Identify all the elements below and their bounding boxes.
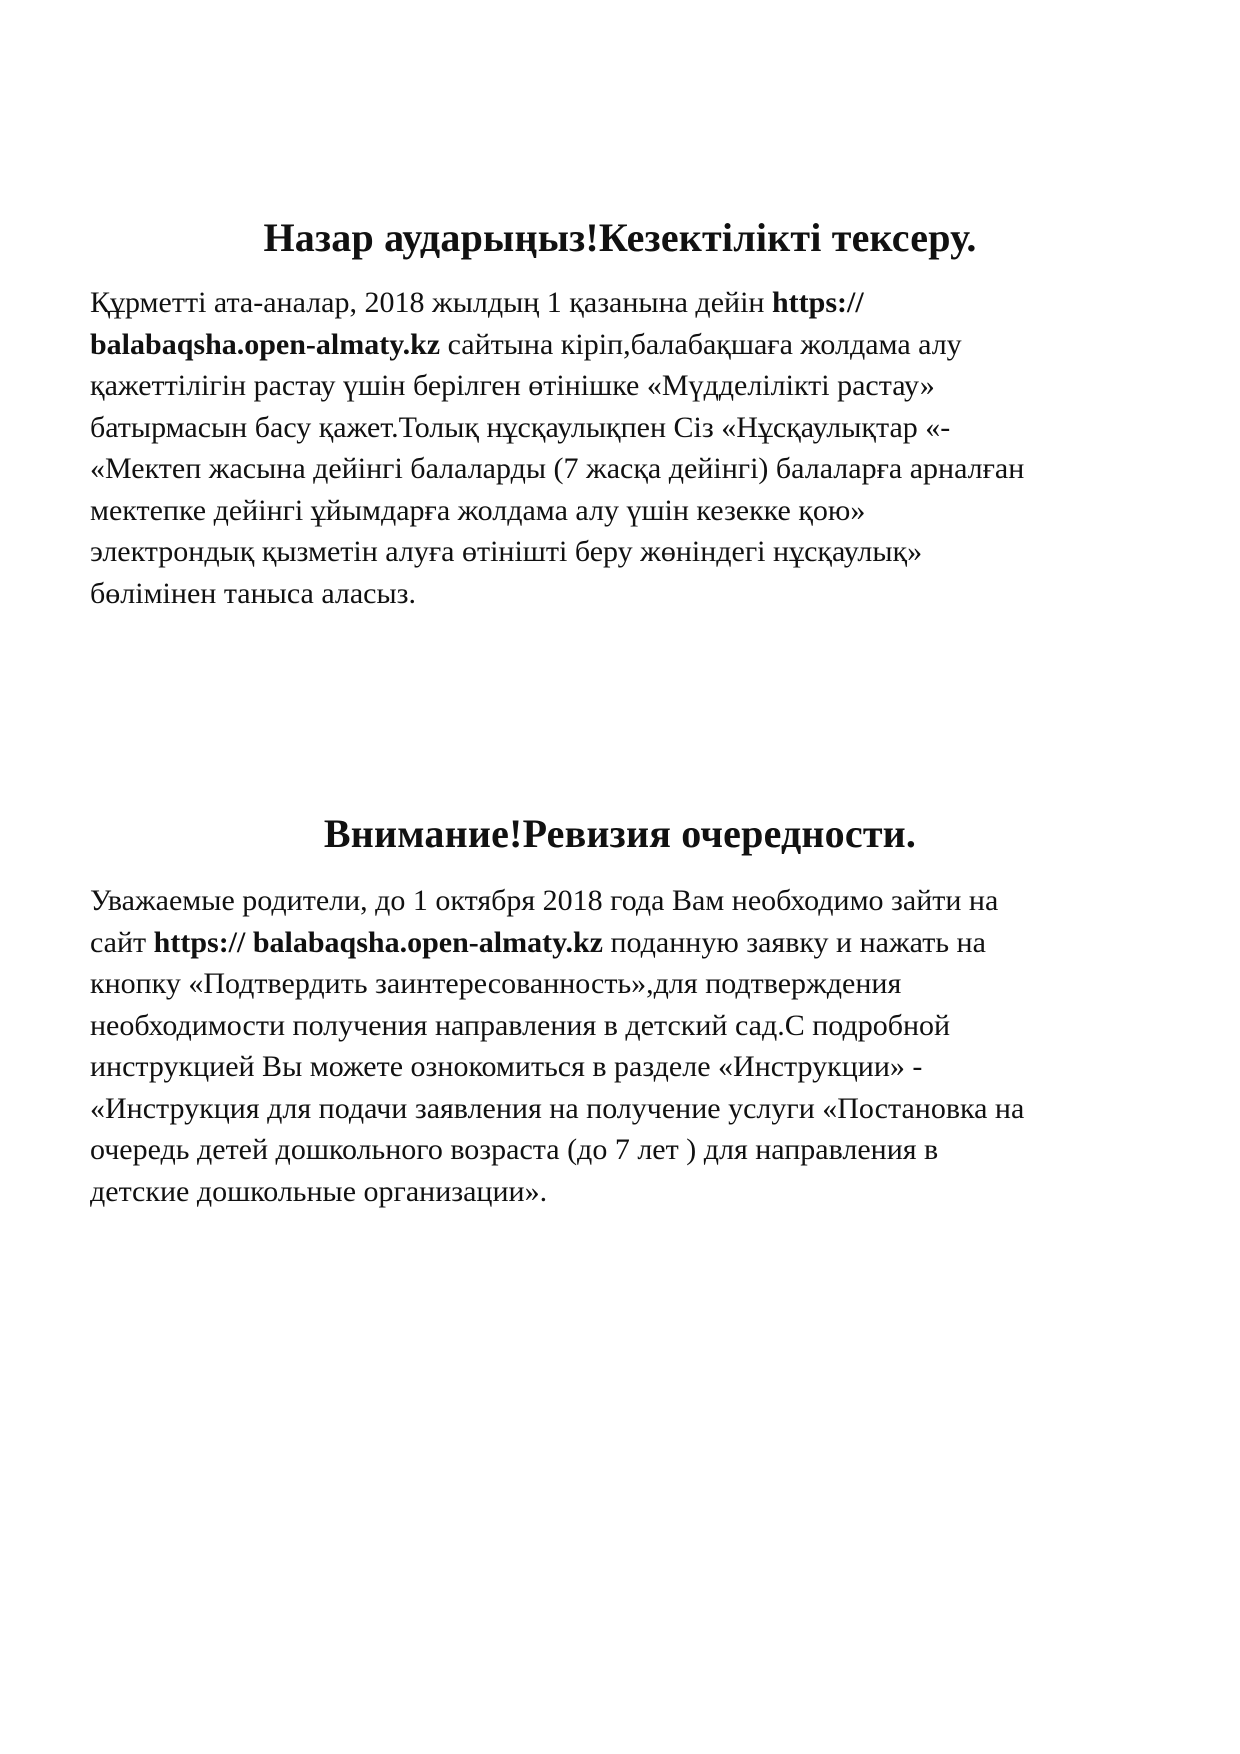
kazakh-text-before-url: Құрметті ата-аналар, 2018 жылдың 1 қазанына дейін [90, 286, 772, 319]
russian-text-after-url: поданную заявку и нажать на кнопку «Подтвердить заинтересованность»,для подтверждения необходимости получения направления в детский сад.С подробной инструкцией Вы можете ознокомиться в разделе «Инструкции» - «Инструкция для подачи заявления на получение услуги «Постановка на очередь детей дошкольного возраста (до 7 лет ) для направления в детские дошкольные организации». [90, 925, 1025, 1208]
russian-notice-section [90, 806, 1150, 1212]
kazakh-notice-section [90, 210, 1150, 614]
russian-notice-body [90, 880, 1150, 1212]
kazakh-website-url: https:// balabaqsha.open-almaty.kz [90, 286, 864, 361]
kazakh-notice-title: Назар аударыңыз!Кезектілікті тексеру. [263, 215, 977, 260]
russian-website-url: https:// balabaqsha.open-almaty.kz [153, 925, 603, 959]
kazakh-notice-body [90, 282, 1150, 614]
kazakh-text-after-url: сайтына кіріп,балабақшаға жолдама алу қажеттілігін растау үшін берілген өтінішке «Мүдделілікті растау» батырмасын басу қажет.Толық нұсқаулықпен Сіз «Нұсқаулықтар «- «Мектеп жасына дейінгі балаларды (7 жасқа дейінгі) балаларға арналған мектепке дейінгі ұйымдарға жолдама алу үшін кезекке қою» электрондық қызметін алуға өтінішті беру жөніндегі нұсқаулық» бөлімінен таныса аласыз. [90, 327, 1025, 610]
russian-notice-title: Внимание!Ревизия очередности. [323, 811, 917, 856]
russian-text-before-url: Уважаемые родители, до 1 октября 2018 года Вам необходимо зайти на сайт [90, 884, 999, 959]
